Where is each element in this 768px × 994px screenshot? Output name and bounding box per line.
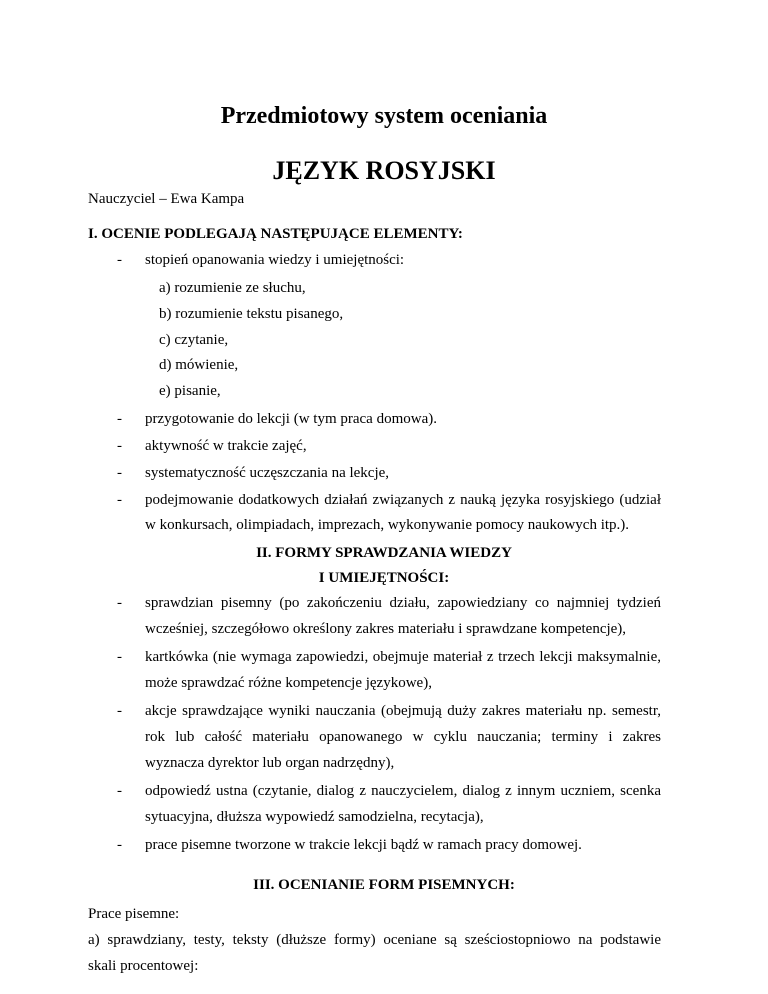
list-dash: - [117,492,122,508]
list-item-continuation: rok lub całość materiału opanowanego w cyklu nauczania; terminy i zakres [145,729,661,745]
document-title: Przedmiotowy system oceniania [220,103,548,129]
section-1-heading: I. OCENIE PODLEGAJĄ NASTĘPUJĄCE ELEMENTY: [88,226,463,242]
list-dash: - [117,438,122,454]
list-dash: - [117,649,122,665]
list-item-continuation: sytuacyjna, dłuższa wypowiedź samodzielna, recytacja), [145,809,484,825]
list-item-continuation: wyznacza dyrektor lub organ nadrzędny), [145,755,395,771]
list-item: podejmowanie dodatkowych działań związanych z nauką języka rosyjskiego (udział [145,492,661,508]
list-dash: - [117,465,122,481]
section-2-heading: II. FORMY SPRAWDZANIA WIEDZY [256,545,512,561]
sub-list-item: e) pisanie, [159,383,221,399]
list-item: prace pisemne tworzone w trakcie lekcji bądź w ramach pracy domowej. [145,837,582,853]
list-item: kartkówka (nie wymaga zapowiedzi, obejmuje materiał z trzech lekcji maksymalnie, [145,649,661,665]
list-dash: - [117,703,122,719]
list-item-continuation: wcześniej, szczegółowo określony zakres materiału i sprawdzane kompetencje), [145,621,627,637]
sub-list-item: d) mówienie, [159,357,239,373]
sub-list-item: a) rozumienie ze słuchu, [159,280,306,296]
paragraph-continuation: skali procentowej: [88,958,199,974]
list-dash: - [117,595,122,611]
list-item: sprawdzian pisemny (po zakończeniu działu, zapowiedziany co najmniej tydzień [145,595,661,611]
subject-title: JĘZYK ROSYJSKI [272,156,496,185]
paragraph: Prace pisemne: [88,906,180,922]
list-item: aktywność w trakcie zajęć, [145,438,307,454]
list-dash: - [117,411,122,427]
section-3-heading: III. OCENIANIE FORM PISEMNYCH: [253,877,515,893]
sub-list-item: b) rozumienie tekstu pisanego, [159,306,344,322]
list-item: stopień opanowania wiedzy i umiejętności: [145,252,405,268]
list-item-continuation: w konkursach, olimpiadach, imprezach, wykonywanie pomocy naukowych itp.). [145,517,630,533]
teacher-line: Nauczyciel – Ewa Kampa [88,191,245,207]
list-item: odpowiedź ustna (czytanie, dialog z nauczycielem, dialog z innym uczniem, scenka [145,783,661,799]
list-item: systematyczność uczęszczania na lekcje, [145,465,390,481]
list-item: przygotowanie do lekcji (w tym praca domowa). [145,411,437,427]
list-dash: - [117,783,122,799]
sub-list-item: c) czytanie, [159,332,229,348]
list-item: akcje sprawdzające wyniki nauczania (obejmują duży zakres materiału np. semestr, [145,703,661,719]
list-item-continuation: może sprawdzać różne kompetencje językowe), [145,675,432,691]
list-dash: - [117,252,122,268]
paragraph: a) sprawdziany, testy, teksty (dłuższe formy) oceniane są sześciostopniowo na podstawie [88,932,661,948]
section-2-heading-line2: I UMIEJĘTNOŚCI: [318,570,450,586]
list-dash: - [117,837,122,853]
